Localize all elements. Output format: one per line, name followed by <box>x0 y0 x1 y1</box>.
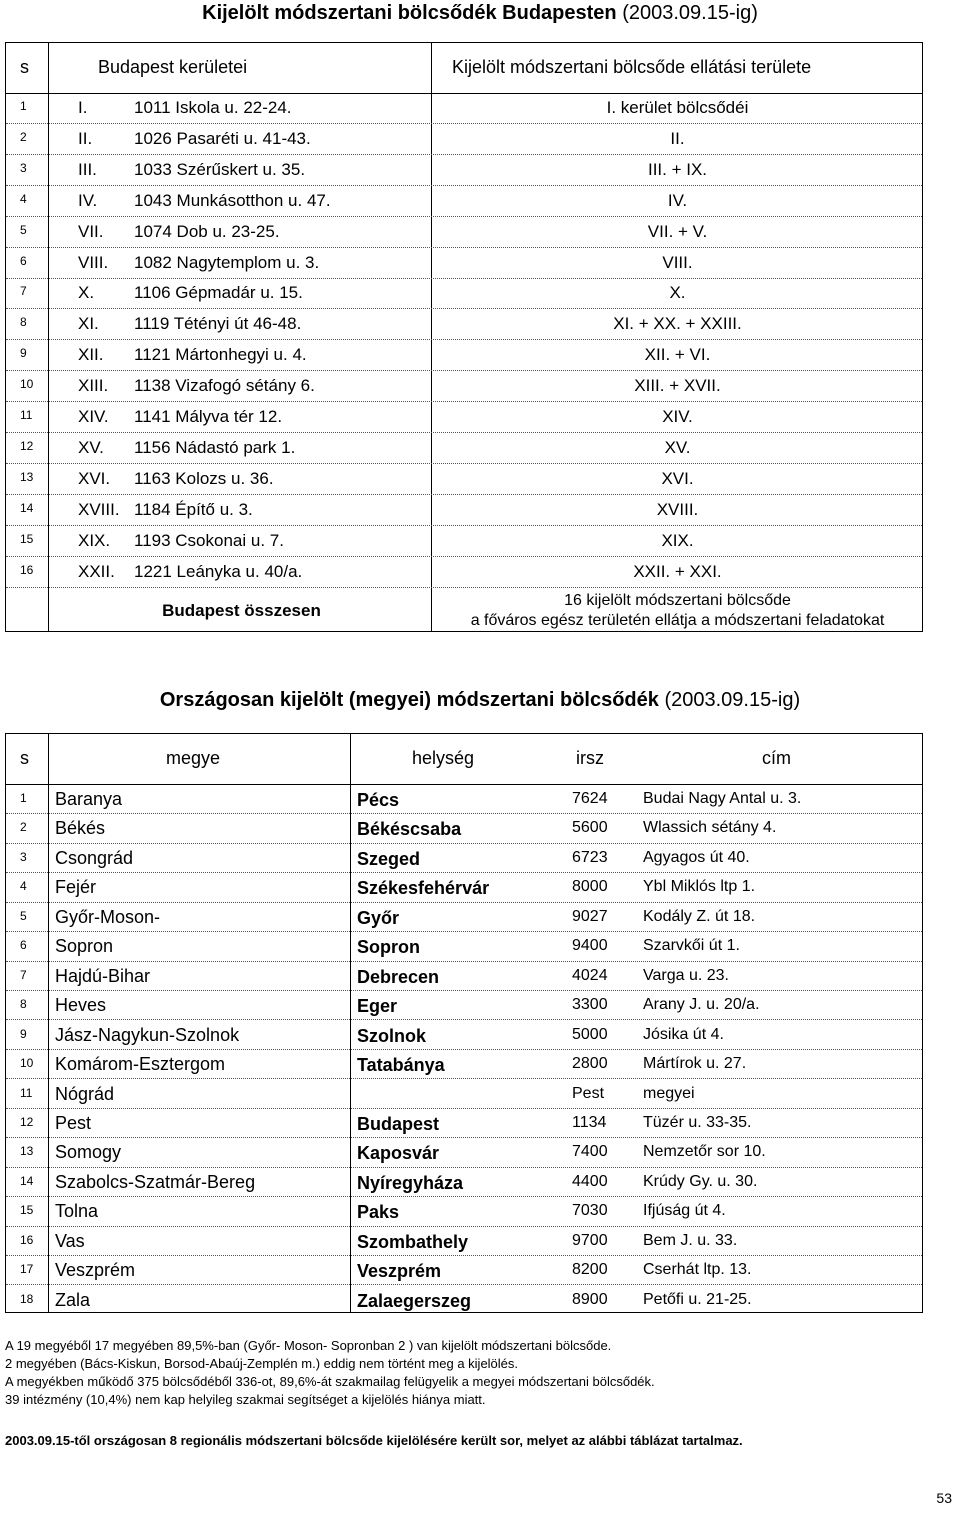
row-district: VII. <box>78 221 104 241</box>
row-address: 1082 Nagytemplom u. 3. <box>134 252 320 272</box>
table-row <box>6 1196 922 1226</box>
table2-header <box>6 734 922 785</box>
row-district: XII. <box>78 345 104 365</box>
row-county: Veszprém <box>55 1260 136 1281</box>
table-row <box>6 1049 922 1079</box>
table-row <box>6 557 922 588</box>
table-row <box>6 1137 922 1167</box>
notes <box>5 1337 655 1409</box>
summary-text <box>431 591 924 631</box>
page-number: 53 <box>936 1490 952 1506</box>
row-zip: 7624 <box>572 790 608 807</box>
county-table <box>5 733 923 1313</box>
summary-line1: 16 kijelölt módszertani bölcsőde <box>564 592 791 609</box>
row-district: VIII. <box>78 252 109 272</box>
row-number: 11 <box>20 408 33 422</box>
row-area: VIII. <box>662 252 693 272</box>
row-town: Kaposvár <box>357 1143 440 1164</box>
row-area: I. kerület bölcsődéi <box>606 98 749 117</box>
table-row <box>6 526 922 557</box>
row-number: 1 <box>20 99 27 113</box>
table-row <box>6 990 922 1020</box>
row-town: Székesfehérvár <box>357 878 490 899</box>
note-line: A 19 megyéből 17 megyében 89,5%-ban (Győr- Moson- Sopronban 2 ) van kijelölt módszertani bölcsőde. <box>5 1338 612 1353</box>
section-title <box>0 689 960 712</box>
row-county: Komárom-Esztergom <box>55 1054 226 1075</box>
row-town: Budapest <box>357 1113 440 1134</box>
row-area: XIII. + XVII. <box>634 376 721 396</box>
table-row <box>6 931 922 961</box>
row-number: 7 <box>20 284 27 299</box>
bottom-line: 2003.09.15-től országosan 8 regionális módszertani bölcsőde kijelölésére került sor, melyet az alábbi táblázat tartalmaz. <box>5 1433 743 1448</box>
row-district: XIX. <box>78 530 111 550</box>
row-number: 10 <box>20 1056 34 1071</box>
row-district: III. <box>78 159 97 179</box>
row-number: 16 <box>20 1232 34 1247</box>
summary-line2: a főváros egész területén ellátja a módszertani feladatokat <box>470 612 885 629</box>
row-zip: 1134 <box>572 1113 607 1131</box>
row-number: 9 <box>20 346 27 361</box>
row-number: 17 <box>20 1262 34 1277</box>
table-row <box>6 961 922 991</box>
header2-s: s <box>20 748 29 768</box>
note-line: A megyékben működő 375 bölcsődéből 336-ot, 89,6%-át szakmailag felügyelik a megyei módszertani bölcsődék. <box>5 1374 655 1389</box>
table-row <box>6 1020 922 1050</box>
row-zip: 9700 <box>572 1231 608 1249</box>
row-number: 12 <box>20 438 34 453</box>
title-main: Kijelölt módszertani bölcsődék Budapesten <box>202 2 617 24</box>
row-street: Cserhát ltp. 13. <box>643 1261 752 1279</box>
row-street: Wlassich sétány 4. <box>643 819 777 837</box>
row-area: X. <box>669 283 686 303</box>
row-county: Zala <box>55 1289 91 1310</box>
row-address: 1184 Építő u. 3. <box>134 499 253 519</box>
table-row <box>6 433 922 464</box>
table-row <box>6 309 922 340</box>
row-county: Tolna <box>55 1201 99 1222</box>
row-county: Nógrád <box>55 1083 115 1104</box>
row-number: 14 <box>20 500 34 515</box>
table-row <box>6 1226 922 1256</box>
row-number: 11 <box>20 1085 33 1100</box>
row-area: XI. + XX. + XXIII. <box>613 314 742 334</box>
table-row <box>6 155 922 186</box>
row-zip: 5600 <box>572 819 608 837</box>
row-town: Sopron <box>357 937 420 958</box>
row-district: II. <box>78 128 93 148</box>
row-street: Ybl Miklós ltp 1. <box>643 878 756 896</box>
row-town: Pécs <box>357 790 400 810</box>
row-number: 13 <box>20 469 34 484</box>
note-line: 2 megyében (Bács-Kiskun, Borsod-Abaúj-Zemplén m.) eddig nem történt meg a kijelölés. <box>5 1356 519 1371</box>
row-town: Eger <box>357 996 398 1017</box>
row-street: Jósika út 4. <box>643 1025 724 1043</box>
row-number: 5 <box>20 222 27 237</box>
row-area: XIX. <box>661 530 694 550</box>
row-county: Szabolcs-Szatmár-Bereg <box>55 1171 256 1192</box>
row-zip: 3300 <box>572 996 608 1014</box>
row-number: 4 <box>20 191 27 206</box>
row-number: 13 <box>20 1144 34 1159</box>
page-title <box>0 2 960 25</box>
row-street: Krúdy Gy. u. 30. <box>643 1172 758 1190</box>
row-town: Szolnok <box>357 1025 427 1046</box>
table-row <box>6 217 922 248</box>
row-county: Sopron <box>55 936 114 957</box>
row-county: Vas <box>55 1230 85 1251</box>
row-address: 1106 Gépmadár u. 15. <box>134 283 303 303</box>
row-address: 1026 Pasaréti u. 41-43. <box>134 128 311 148</box>
row-county: Csongrád <box>55 847 134 868</box>
row-town: Győr <box>357 907 400 928</box>
table-header <box>6 43 922 94</box>
row-area: II. <box>670 128 685 148</box>
row-address: 1156 Nádastó park 1. <box>134 437 296 457</box>
row-number: 2 <box>20 820 27 835</box>
row-county: Baranya <box>55 789 123 809</box>
header2-zip: irsz <box>576 748 604 768</box>
table-row <box>6 402 922 433</box>
row-district: XIV. <box>78 407 109 426</box>
row-number: 8 <box>20 315 27 330</box>
row-number: 1 <box>20 791 27 805</box>
row-district: I. <box>78 98 88 117</box>
row-county: Hajdú-Bihar <box>55 965 151 986</box>
row-address: 1141 Mályva tér 12. <box>134 407 283 426</box>
row-county: Fejér <box>55 877 97 898</box>
row-town: Zalaegerszeg <box>357 1290 472 1311</box>
row-town: Debrecen <box>357 966 440 987</box>
table-row <box>6 843 922 873</box>
row-zip: 8200 <box>572 1261 608 1279</box>
note-line: 39 intézmény (10,4%) nem kap helyileg szakmai segítséget a kijelölés hiánya miatt. <box>5 1392 486 1407</box>
row-street: Petőfi u. 21-25. <box>643 1290 752 1308</box>
table-row <box>6 248 922 279</box>
row-area: XXII. + XXI. <box>633 561 722 581</box>
row-address: 1043 Munkásotthon u. 47. <box>134 190 331 210</box>
title2-date: (2003.09.15-ig) <box>664 689 801 711</box>
table-row <box>6 464 922 495</box>
row-address: 1074 Dob u. 23-25. <box>134 221 280 241</box>
row-county: Somogy <box>55 1142 122 1163</box>
row-number: 6 <box>20 938 27 953</box>
row-street: Mártírok u. 27. <box>643 1055 747 1073</box>
row-street: Agyagos út 40. <box>643 848 750 866</box>
row-number: 15 <box>20 1203 34 1218</box>
summary-label: Budapest összesen <box>162 601 321 620</box>
row-district: XI. <box>78 314 99 334</box>
row-address: 1121 Mártonhegyi u. 4. <box>134 345 307 365</box>
table-row <box>6 340 922 371</box>
table-row <box>6 1167 922 1197</box>
header-area: Kijelölt módszertani bölcsőde ellátási területe <box>452 57 812 77</box>
row-area: XVI. <box>661 468 694 488</box>
table-row <box>6 278 922 309</box>
row-number: 8 <box>20 997 27 1012</box>
row-area: III. + IX. <box>647 159 708 179</box>
row-county: Pest <box>55 1112 92 1133</box>
row-number: 15 <box>20 531 34 546</box>
row-number: 16 <box>20 562 34 577</box>
row-street: Ifjúság út 4. <box>643 1202 726 1220</box>
row-town: Szeged <box>357 848 421 869</box>
table-row <box>6 813 922 843</box>
row-town: Szombathely <box>357 1231 469 1252</box>
row-district: IV. <box>78 190 98 210</box>
row-town: Paks <box>357 1202 400 1223</box>
row-number: 14 <box>20 1173 34 1188</box>
row-street: Varga u. 23. <box>643 966 729 984</box>
row-number: 10 <box>20 377 34 392</box>
row-number: 12 <box>20 1114 34 1129</box>
row-county: Győr-Moson- <box>55 906 161 927</box>
row-street: Nemzetőr sor 10. <box>643 1143 766 1161</box>
row-area: XII. + VI. <box>644 345 711 365</box>
table-row <box>6 1079 922 1109</box>
row-number: 3 <box>20 160 27 175</box>
row-town: Veszprém <box>357 1261 442 1282</box>
header2-county: megye <box>166 748 221 768</box>
header-districts: Budapest kerületei <box>98 57 248 77</box>
budapest-table <box>5 42 923 632</box>
row-number: 3 <box>20 849 27 864</box>
row-street: megyei <box>643 1084 695 1102</box>
table-row <box>6 1285 922 1314</box>
row-district: XXII. <box>78 561 115 581</box>
table-row <box>6 371 922 402</box>
header-s: s <box>20 57 29 77</box>
row-area: IV. <box>667 190 688 210</box>
row-area: VII. + V. <box>647 221 708 241</box>
row-zip: 5000 <box>572 1025 608 1043</box>
row-address: 1193 Csokonai u. 7. <box>134 530 284 550</box>
row-district: X. <box>78 283 95 303</box>
row-county: Heves <box>55 995 107 1016</box>
row-district: XIII. <box>78 376 109 396</box>
row-address: 1033 Szérűskert u. 35. <box>134 159 306 179</box>
row-zip: 9400 <box>572 937 608 955</box>
title-date: (2003.09.15-ig) <box>622 2 758 24</box>
row-town: Tatabánya <box>357 1055 445 1076</box>
row-number: 5 <box>20 908 27 923</box>
row-address: 1138 Vizafogó sétány 6. <box>134 376 315 396</box>
row-street: Arany J. u. 20/a. <box>643 996 760 1014</box>
title2-main: Országosan kijelölt (megyei) módszertani bölcsődék <box>159 689 659 711</box>
row-zip: 7400 <box>572 1143 608 1161</box>
table-row <box>6 1255 922 1285</box>
row-street: Budai Nagy Antal u. 3. <box>643 790 802 807</box>
row-address: 1163 Kolozs u. 36. <box>134 468 274 488</box>
row-number: 2 <box>20 129 27 144</box>
row-street: Tüzér u. 33-35. <box>643 1113 752 1131</box>
row-street: Szarvkői út 1. <box>643 937 740 955</box>
row-area: XV. <box>664 437 691 457</box>
row-district: XVIII. <box>78 499 120 519</box>
row-street: Bem J. u. 33. <box>643 1231 738 1249</box>
row-number: 18 <box>20 1291 34 1306</box>
row-zip: 4024 <box>572 966 608 984</box>
table-row <box>6 784 922 814</box>
row-zip: 6723 <box>572 848 608 866</box>
table-row <box>6 902 922 932</box>
row-zip: 8900 <box>572 1290 608 1308</box>
table-row <box>6 186 922 217</box>
row-address: 1119 Tétényi út 46-48. <box>134 314 302 334</box>
row-county: Jász-Nagykun-Szolnok <box>55 1024 240 1045</box>
table-row <box>6 1108 922 1138</box>
header2-street: cím <box>762 748 791 768</box>
row-zip: 2800 <box>572 1055 608 1073</box>
row-number: 7 <box>20 967 27 982</box>
row-address: 1221 Leányka u. 40/a. <box>134 561 303 581</box>
row-number: 6 <box>20 253 27 268</box>
row-zip: Pest <box>572 1084 605 1102</box>
row-number: 4 <box>20 879 27 894</box>
row-district: XVI. <box>78 468 111 488</box>
row-street: Kodály Z. út 18. <box>643 907 756 925</box>
row-number: 9 <box>20 1026 27 1041</box>
row-address: 1011 Iskola u. 22-24. <box>134 98 292 117</box>
row-area: XVIII. <box>656 499 699 519</box>
table-row <box>6 124 922 155</box>
row-county: Békés <box>55 818 106 839</box>
table-row <box>6 872 922 902</box>
summary-row <box>6 588 922 632</box>
row-zip: 9027 <box>572 907 608 925</box>
table-row <box>6 93 922 124</box>
row-zip: 4400 <box>572 1172 608 1190</box>
row-zip: 7030 <box>572 1202 608 1220</box>
table-row <box>6 495 922 526</box>
row-town: Nyíregyháza <box>357 1172 464 1193</box>
row-district: XV. <box>78 437 104 457</box>
header2-town: helység <box>412 748 475 768</box>
row-town: Békéscsaba <box>357 819 462 840</box>
row-area: XIV. <box>662 407 693 426</box>
row-zip: 8000 <box>572 878 608 896</box>
